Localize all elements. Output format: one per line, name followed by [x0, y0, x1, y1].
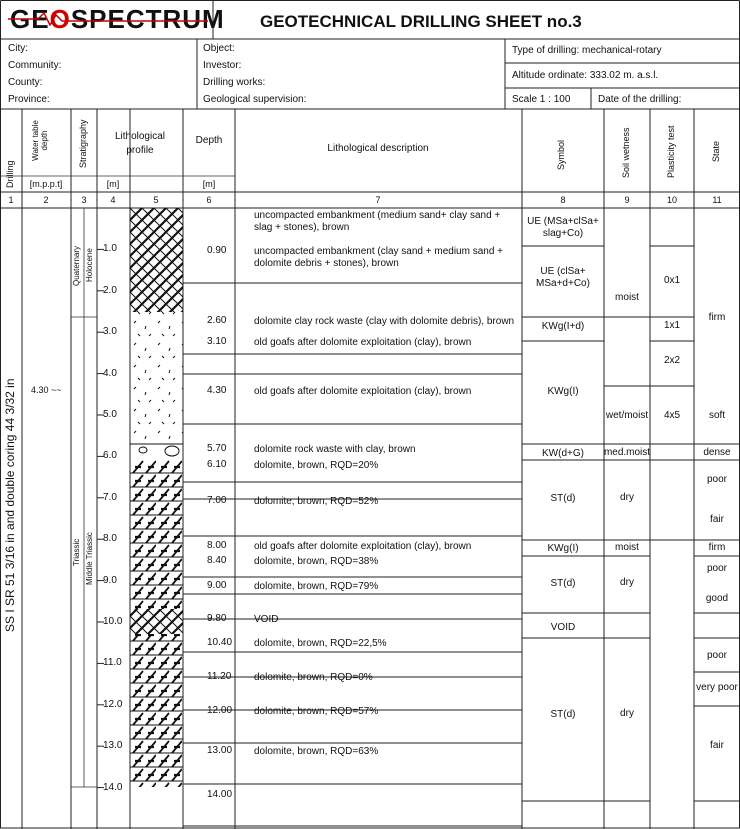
state-value: fair — [710, 514, 724, 525]
lithological-description: dolomite, brown, RQD=38% — [254, 556, 379, 567]
object-field: Object: — [203, 43, 235, 54]
col-number-5: 5 — [153, 195, 159, 205]
strat-quaternary: Quaternary — [72, 245, 81, 286]
col-plasticity: Plasticity test — [666, 125, 676, 178]
state-value: good — [705, 593, 729, 604]
state-value: dense — [703, 447, 731, 458]
soil-wetness-value: moist — [615, 292, 639, 303]
symbol-code: KWg(I) — [547, 386, 579, 397]
drilling-works-field: Drilling works: — [203, 77, 266, 88]
drilling-method-label: SS I SR 51 3/16 in and double coring 44 3/32 in — [3, 378, 17, 632]
depth-value: 8.00 — [207, 540, 227, 551]
lithological-description: VOID — [254, 614, 279, 625]
scale: Scale 1 : 100 — [512, 94, 571, 105]
type-of-drilling: Type of drilling: mechanical-rotary — [512, 45, 662, 56]
depth-value: 5.70 — [207, 443, 227, 454]
lithological-description: dolomite, brown, RQD=22,5% — [254, 638, 387, 649]
depth-value: 12.00 — [207, 705, 233, 716]
col-symbol: Symbol — [556, 139, 566, 170]
col-water-table: Water table depth — [31, 120, 49, 161]
water-table-value: 4.30 ~~ — [31, 385, 62, 395]
strat-holocene: Holocene — [85, 248, 94, 282]
altitude-ordinate: Altitude ordinate: 333.02 m. a.s.l. — [512, 70, 659, 81]
scale-tick-label: 11.0 — [103, 657, 122, 669]
plasticity-value: 1x1 — [663, 320, 681, 331]
company-logo: GEOSPECTRUM — [10, 4, 225, 34]
scale-tick-label: 7.0 — [103, 491, 117, 503]
depth-value: 2.60 — [207, 315, 227, 326]
state-value: poor — [706, 650, 728, 661]
col-number-9: 9 — [624, 195, 630, 205]
lithological-description: dolomite rock waste with clay, brown — [254, 444, 416, 455]
col-state: State — [711, 140, 721, 162]
lithological-description: dolomite clay rock waste (clay with dolomite debris), brown — [254, 316, 515, 327]
state-value: firm — [708, 312, 726, 323]
state-value: fair — [710, 740, 724, 751]
lithological-description: dolomite, brown, RQD=0% — [254, 672, 373, 683]
depth-value: 0.90 — [207, 245, 227, 256]
state-value: firm — [708, 542, 726, 553]
depth-value: 11.20 — [207, 671, 232, 682]
strat-middle-triassic: Middle Triassic — [85, 532, 94, 585]
sheet-title: GEOTECHNICAL DRILLING SHEET no.3 — [260, 12, 582, 31]
scale-tick-label: 1.0 — [103, 243, 117, 255]
scale-tick-label: 12.0 — [103, 698, 123, 710]
col-depth: Depth — [195, 135, 223, 146]
scale-tick-label: 10.0 — [103, 616, 123, 627]
col-number-2: 2 — [43, 195, 49, 205]
scale-tick-label: 3.0 — [103, 326, 117, 338]
col-number-1: 1 — [8, 195, 14, 205]
community-field: Community: — [8, 60, 62, 71]
depth-value: 6.10 — [207, 459, 227, 470]
lithological-description: old goafs after dolomite exploitation (clay), brown — [254, 541, 472, 552]
lithological-description: old goafs after dolomite exploitation (clay), brown — [254, 386, 472, 397]
scale-tick-label: 8.0 — [103, 533, 117, 545]
col-unit-m-6: [m] — [202, 179, 216, 189]
scale-tick-label: 14.0 — [103, 781, 123, 793]
depth-value: 10.40 — [207, 637, 233, 648]
depth-value: 9.80 — [207, 613, 227, 624]
symbol-code: ST(d) — [550, 578, 576, 589]
depth-value: 13.00 — [207, 745, 233, 756]
col-description: Lithological description — [327, 143, 429, 154]
province-field: Province: — [8, 94, 50, 105]
scale-tick-label: 5.0 — [103, 409, 117, 420]
state-value: poor — [706, 474, 728, 485]
soil-wetness-value: wet/moist — [605, 410, 649, 421]
soil-wetness-value: dry — [620, 492, 634, 503]
symbol-code: KWg(I) — [547, 543, 579, 554]
symbol-code: UE (MSa+clSa+ slag+Co) — [527, 216, 599, 239]
state-value: very poor — [696, 682, 738, 693]
col-litho-profile: Lithological profile — [114, 131, 166, 156]
col-number-4: 4 — [110, 195, 116, 205]
col-water-unit: [m.p.p.t] — [29, 179, 63, 189]
depth-value: 9.00 — [207, 580, 227, 591]
lithological-description: dolomite, brown, RQD=79% — [254, 581, 379, 592]
col-number-7: 7 — [375, 195, 381, 205]
lithological-description: dolomite, brown, RQD=20% — [254, 460, 379, 471]
col-stratigraphy: Stratigraphy — [78, 119, 88, 168]
depth-value: 4.30 — [207, 385, 227, 396]
symbol-code: UE (clSa+ MSa+d+Co) — [536, 266, 590, 289]
lithological-description: old goafs after dolomite exploitation (clay), brown — [254, 337, 472, 348]
scale-tick-label: 13.0 — [103, 740, 123, 752]
symbol-code: ST(d) — [550, 493, 576, 504]
col-number-11: 11 — [712, 195, 722, 205]
col-drilling: Drilling — [5, 160, 15, 188]
scale-tick-label: 9.0 — [103, 574, 117, 586]
soil-wetness-value: moist — [615, 542, 639, 553]
plasticity-value: 2x2 — [663, 355, 681, 366]
logo-wave-icon — [8, 12, 208, 26]
lithological-description: uncompacted embankment (medium sand+ clay sand + slag + stones), brown — [254, 210, 501, 233]
lithological-description: dolomite, brown, RQD=57% — [254, 706, 379, 717]
geological-supervision-field: Geological supervision: — [203, 94, 307, 105]
depth-value: 7.00 — [207, 495, 227, 506]
symbol-code: KWg(I+d) — [541, 321, 585, 332]
state-value: soft — [708, 410, 726, 421]
lithological-description: uncompacted embankment (clay sand + medium sand + dolomite debris + stones), brown — [254, 246, 504, 269]
depth-value: 14.00 — [207, 789, 233, 800]
date-of-drilling: Date of the drilling: — [598, 94, 682, 105]
col-unit-m-4: [m] — [106, 179, 120, 189]
symbol-code: KW(d+G) — [542, 448, 584, 459]
state-value: poor — [706, 563, 728, 574]
soil-wetness-value: dry — [620, 708, 634, 719]
symbol-code: VOID — [550, 622, 576, 633]
investor-field: Investor: — [203, 60, 242, 71]
plasticity-value: 4x5 — [663, 410, 681, 421]
col-number-10: 10 — [666, 195, 678, 205]
soil-wetness-value: med.moist — [603, 447, 651, 458]
strat-triassic: Triassic — [72, 538, 81, 566]
depth-value: 3.10 — [207, 336, 227, 347]
depth-value: 8.40 — [207, 555, 227, 566]
lithological-profile — [130, 208, 183, 787]
col-soil-wetness: Soil wetness — [621, 127, 631, 178]
scale-tick-label: 4.0 — [103, 367, 117, 379]
plasticity-value: 0x1 — [663, 275, 681, 286]
col-number-8: 8 — [560, 195, 566, 205]
county-field: County: — [8, 77, 43, 88]
scale-tick-label: 6.0 — [103, 450, 117, 462]
col-number-3: 3 — [81, 195, 87, 205]
lithological-description: dolomite, brown, RQD=52% — [254, 496, 379, 507]
lithological-description: dolomite, brown, RQD=63% — [254, 746, 379, 757]
scale-tick-label: 2.0 — [103, 284, 117, 296]
city-field: City: — [8, 43, 28, 54]
soil-wetness-value: dry — [620, 577, 634, 588]
symbol-code: ST(d) — [550, 709, 576, 720]
col-number-6: 6 — [206, 195, 212, 205]
